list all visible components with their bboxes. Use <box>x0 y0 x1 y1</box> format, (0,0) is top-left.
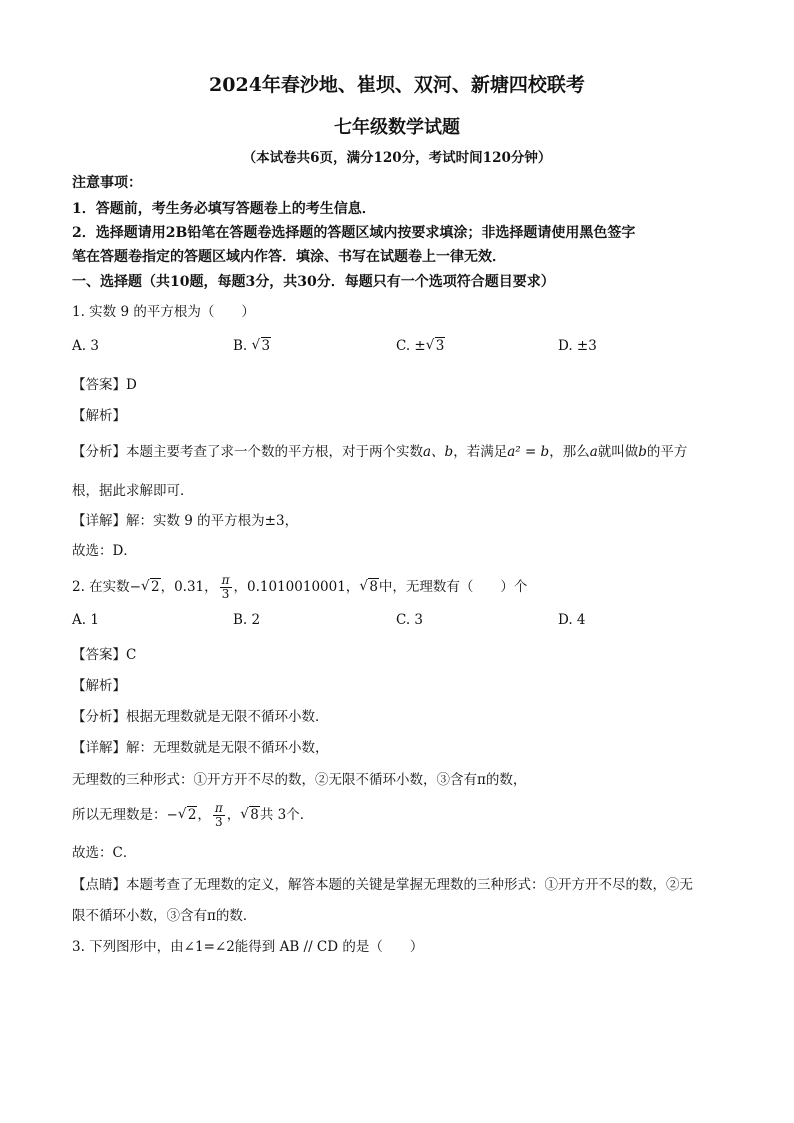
sqrt-symbol: √ 3 <box>252 338 272 354</box>
section-heading: 一、选择题（共10题，每题3分，共30分．每题只有一个选项符合题目要求） <box>72 274 555 290</box>
question-2-conclusion: 故选：C． <box>72 845 137 861</box>
question-3-stem: 3. 下列图形中，由∠1=∠2能得到 AB // CD 的是（ ） <box>72 939 424 955</box>
notice-item-1: 1．答题前，考生务必填写答题卷上的考生信息． <box>72 201 376 217</box>
question-2-option-d: D. 4 <box>558 612 586 628</box>
notice-item-2-line2: 笔在答题卷指定的答题区域内作答．填涂、书写在试题卷上一律无效． <box>72 249 506 265</box>
question-2-fenxi: 【分析】根据无理数就是无限不循环小数． <box>72 709 329 725</box>
question-1-answer: 【答案】D <box>72 377 137 393</box>
question-1-option-a: A. 3 <box>72 338 99 354</box>
question-1-conclusion: 故选：D． <box>72 543 137 559</box>
exam-info: （本试卷共6页，满分120分，考试时间120分钟） <box>242 150 552 166</box>
question-2-forms: 无理数的三种形式：①开方开不尽的数，②无限不循环小数，③含有π的数， <box>72 772 527 788</box>
sqrt-symbol: √ 8 <box>359 579 379 595</box>
sqrt-symbol: √ 2 <box>141 579 161 595</box>
question-2-comment: 【点睛】本题考查了无理数的定义，解答本题的关键是掌握无理数的三种形式：①开方开不尽的数，②无 <box>72 877 693 893</box>
question-2-answer: 【答案】C <box>72 647 137 663</box>
sqrt-symbol: √ 3 <box>426 338 446 354</box>
question-2-stem: 2. 在实数−√ 2，0.31， $\frac{\pi}{3}$ ，0.1010010001，√ 8中，无理数有（ ）个 <box>72 574 527 601</box>
question-2-detail: 【详解】解：无理数就是无限不循环小数， <box>72 740 329 756</box>
exam-subtitle-grade: 七年级数学试题 <box>334 117 460 138</box>
question-2-option-a: A. 1 <box>72 612 99 628</box>
question-1-fenxi: 【分析】本题主要考查了求一个数的平方根，对于两个实数a、b，若满足a² = b，那么a就叫做b的平方 <box>72 444 688 460</box>
question-1-fenxi-line2: 根，据此求解即可． <box>72 483 194 499</box>
question-2-option-b: B. 2 <box>233 612 261 628</box>
sqrt-symbol: √ 8 <box>240 807 260 823</box>
question-2-comment-line2: 限不循环小数，③含有π的数． <box>72 908 257 924</box>
question-2-option-c: C. 3 <box>396 612 424 628</box>
exam-title: 2024年春沙地、崔坝、双河、新塘四校联考 <box>209 74 585 96</box>
question-2-analysis-label: 【解析】 <box>72 678 126 694</box>
pi-over-3-fraction: $\frac{\pi}{3}$ <box>221 573 230 601</box>
notice-item-2-line1: 2．选择题请用2B铅笔在答题卷选择题的答题区域内按要求填涂；非选择题请使用黑色签字 <box>72 225 636 241</box>
sqrt-symbol: √ 2 <box>178 807 198 823</box>
question-1-option-c: C. ±√ 3 <box>396 338 445 354</box>
notice-heading: 注意事项： <box>72 175 142 191</box>
question-1-option-d: D. ±3 <box>558 338 597 354</box>
question-2-result: 所以无理数是：−√ 2， $\frac{\pi}{3}$ ，√ 8共 3个． <box>72 802 313 829</box>
question-1-analysis-label: 【解析】 <box>72 408 126 424</box>
question-1-option-b: B. √ 3 <box>233 338 271 354</box>
pi-over-3-fraction: $\frac{\pi}{3}$ <box>214 801 223 829</box>
question-1-detail: 【详解】解：实数 9 的平方根为±3， <box>72 513 299 529</box>
question-1-stem: 1. 实数 9 的平方根为（ ） <box>72 304 255 320</box>
